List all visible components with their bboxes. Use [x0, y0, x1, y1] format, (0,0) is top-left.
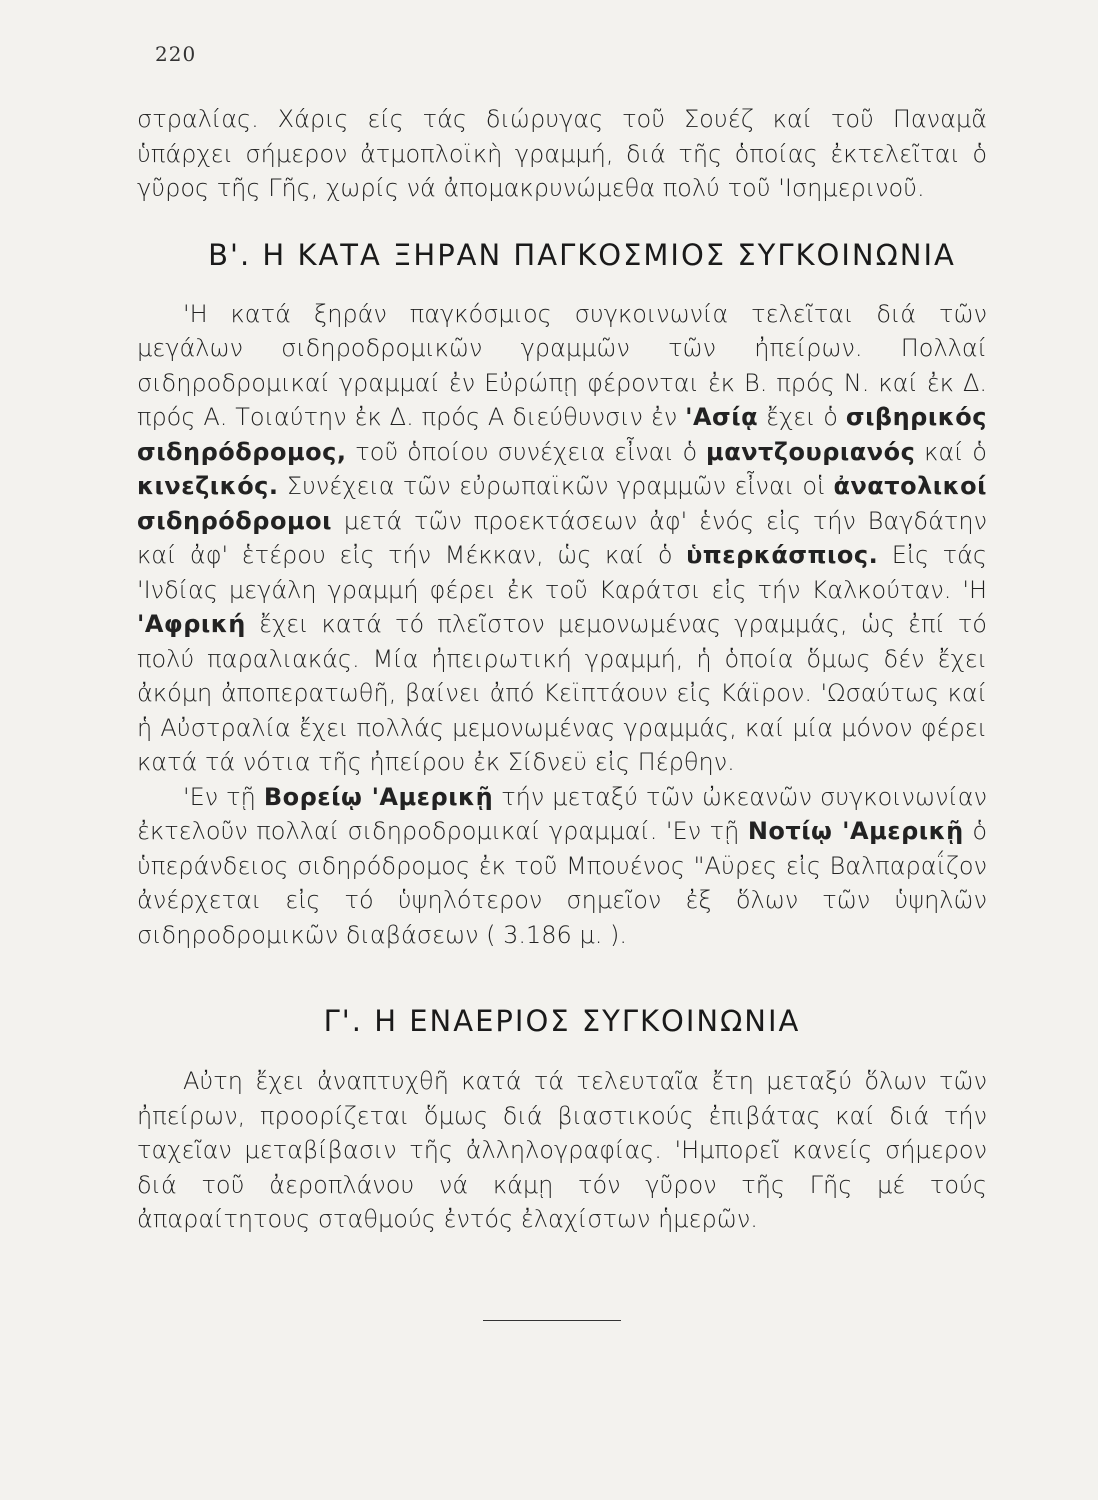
text-run: ἔχει ὁ [765, 403, 838, 431]
text-run: 'Εν τῇ [183, 782, 256, 811]
text-run: μετά τῶν προεκτάσεων ἀφ' ἑνός εἰς τήν Βαγδάτην καί ἀφ' ἑτέρου εἰς τήν Μέκκαν, ὡς καί ὁ [137, 506, 987, 569]
section-b-paragraph-1 [137, 297, 987, 780]
end-rule [483, 1320, 621, 1321]
section-c-heading: Γ'. Η ΕΝΑΕΡΙΟΣ ΣΥΓΚΟΙΝΩΝΙΑ [323, 1004, 801, 1038]
page-content [137, 102, 987, 1237]
text-run: Συνέχεια τῶν εὐρωπαϊκῶν γραμμῶν εἶναι οἱ [286, 472, 826, 500]
bold-term: Νοτίῳ 'Αμερικῇ [747, 817, 964, 845]
bold-term: μαντζουριανός [706, 437, 916, 466]
bold-term: 'Ασίᾳ [685, 403, 759, 431]
section-c-paragraph: Αὐτη ἔχει ἀναπτυχθῆ κατά τά τελευταῖα ἔτη μεταξύ ὅλων τῶν ἠπείρων, προορίζεται ὅμως διά βιαστικούς ἐπιβάτας καί διά τήν ταχεῖαν μεταβίβασιν τῆς ἀλληλογραφίας. 'Ημπορεῖ κανείς σήμερον διά τοῦ ἀεροπλάνου νά κάμῃ τόν γῦρον τῆς Γῆς μέ τούς ἀπαραίτητους σταθμούς ἐντός ἐλαχίστων ἡμερῶν. [137, 1067, 987, 1233]
bold-term: Βορείῳ 'Αμερικῇ [263, 782, 494, 811]
intro-paragraph: στραλίας. Χάρις είς τάς διώρυγας τοῦ Σουέζ καί τοῦ Παναμᾶ ὑπάρχει σήμερον ἀτμοπλοϊκὴ γραμμή, διά τῆς ὁποίας ἐκτελεῖται ὁ γῦρος τῆς Γῆς, χωρίς νά ἀπομακρυνώμεθα πολύ τοῦ 'Ισημερινοῦ. [137, 105, 987, 202]
bold-term: ὑπερκάσπιος. [686, 541, 879, 569]
bold-term: σιβηρικός σιδηρόδρομος, [137, 403, 987, 466]
bold-term: 'Αφρική [137, 610, 246, 638]
section-b-paragraph-2 [137, 780, 987, 953]
text-run: 'Η κατά ξηράν παγκόσμιος συγκοινωνία τελεῖται διά τῶν μεγάλων σιδηροδρομικῶν γραμμῶν τῶν ἠπείρων. Πολλαί σιδηροδρομικαί γραμμαί ἐν Εὐρώπῃ φέρονται ἐκ Β. πρός Ν. καί ἐκ Δ. πρός Α. Τοιαύτην ἐκ Δ. πρός Α διεύθυνσιν ἐν [137, 299, 987, 431]
bold-term: κινεζικός. [137, 472, 279, 500]
bold-term: ἀνατολικοί σιδηρόδρομοι [137, 472, 988, 535]
page-number: 220 [155, 42, 197, 66]
text-run: ὁ ὑπεράνδειος σιδηρόδρομος ἐκ τοῦ Μπουένος "Αϋρες εἰς Βαλπαραΐζον ἀνέρχεται εἰς τό ὑψηλότερον σημεῖον ἐξ ὅλων τῶν ὑψηλῶν σιδηροδρομικῶν διαβάσεων ( 3.186 μ. ). [137, 817, 987, 949]
text-run: ἔχει κατά τό πλεῖστον μεμονωμένας γραμμάς, ὡς ἐπί τό πολύ παραλιακάς. Μία ἠπειρωτική γραμμή, ἡ ὁποία ὅμως δέν ἔχει ἀκόμη ἀποπερατωθῆ, βαίνει ἀπό Κεϊπτάουν εἰς Κάϊρον. 'Ωσαύτως καί ἡ Αὐστραλία ἔχει πολλάς μεμονωμένας γραμμάς, καί μία μόνον φέρει κατά τά νότια τῆς ἠπείρου ἐκ Σίδνεϋ εἰς Πέρθην. [137, 610, 987, 776]
text-run: τήν μεταξύ τῶν ὠκεανῶν συγκοινωνίαν ἐκτελοῦν πολλαί σιδηροδρομικαί γραμμαί. 'Εν τῇ [137, 782, 987, 845]
section-b-heading: Β'. Η ΚΑΤΑ ΞΗΡΑΝ ΠΑΓΚΟΣΜΙΟΣ ΣΥΓΚΟΙΝΩΝΙΑ [208, 237, 956, 272]
text-run: καί ὁ [924, 437, 987, 466]
text-run: Εἰς τάς 'Ινδίας μεγάλη γραμμή φέρει ἐκ τοῦ Καράτσι εἰς τήν Καλκούταν. 'Η [137, 541, 987, 604]
text-run: τοῦ ὁποίου συνέχεια εἶναι ὁ [355, 437, 698, 466]
